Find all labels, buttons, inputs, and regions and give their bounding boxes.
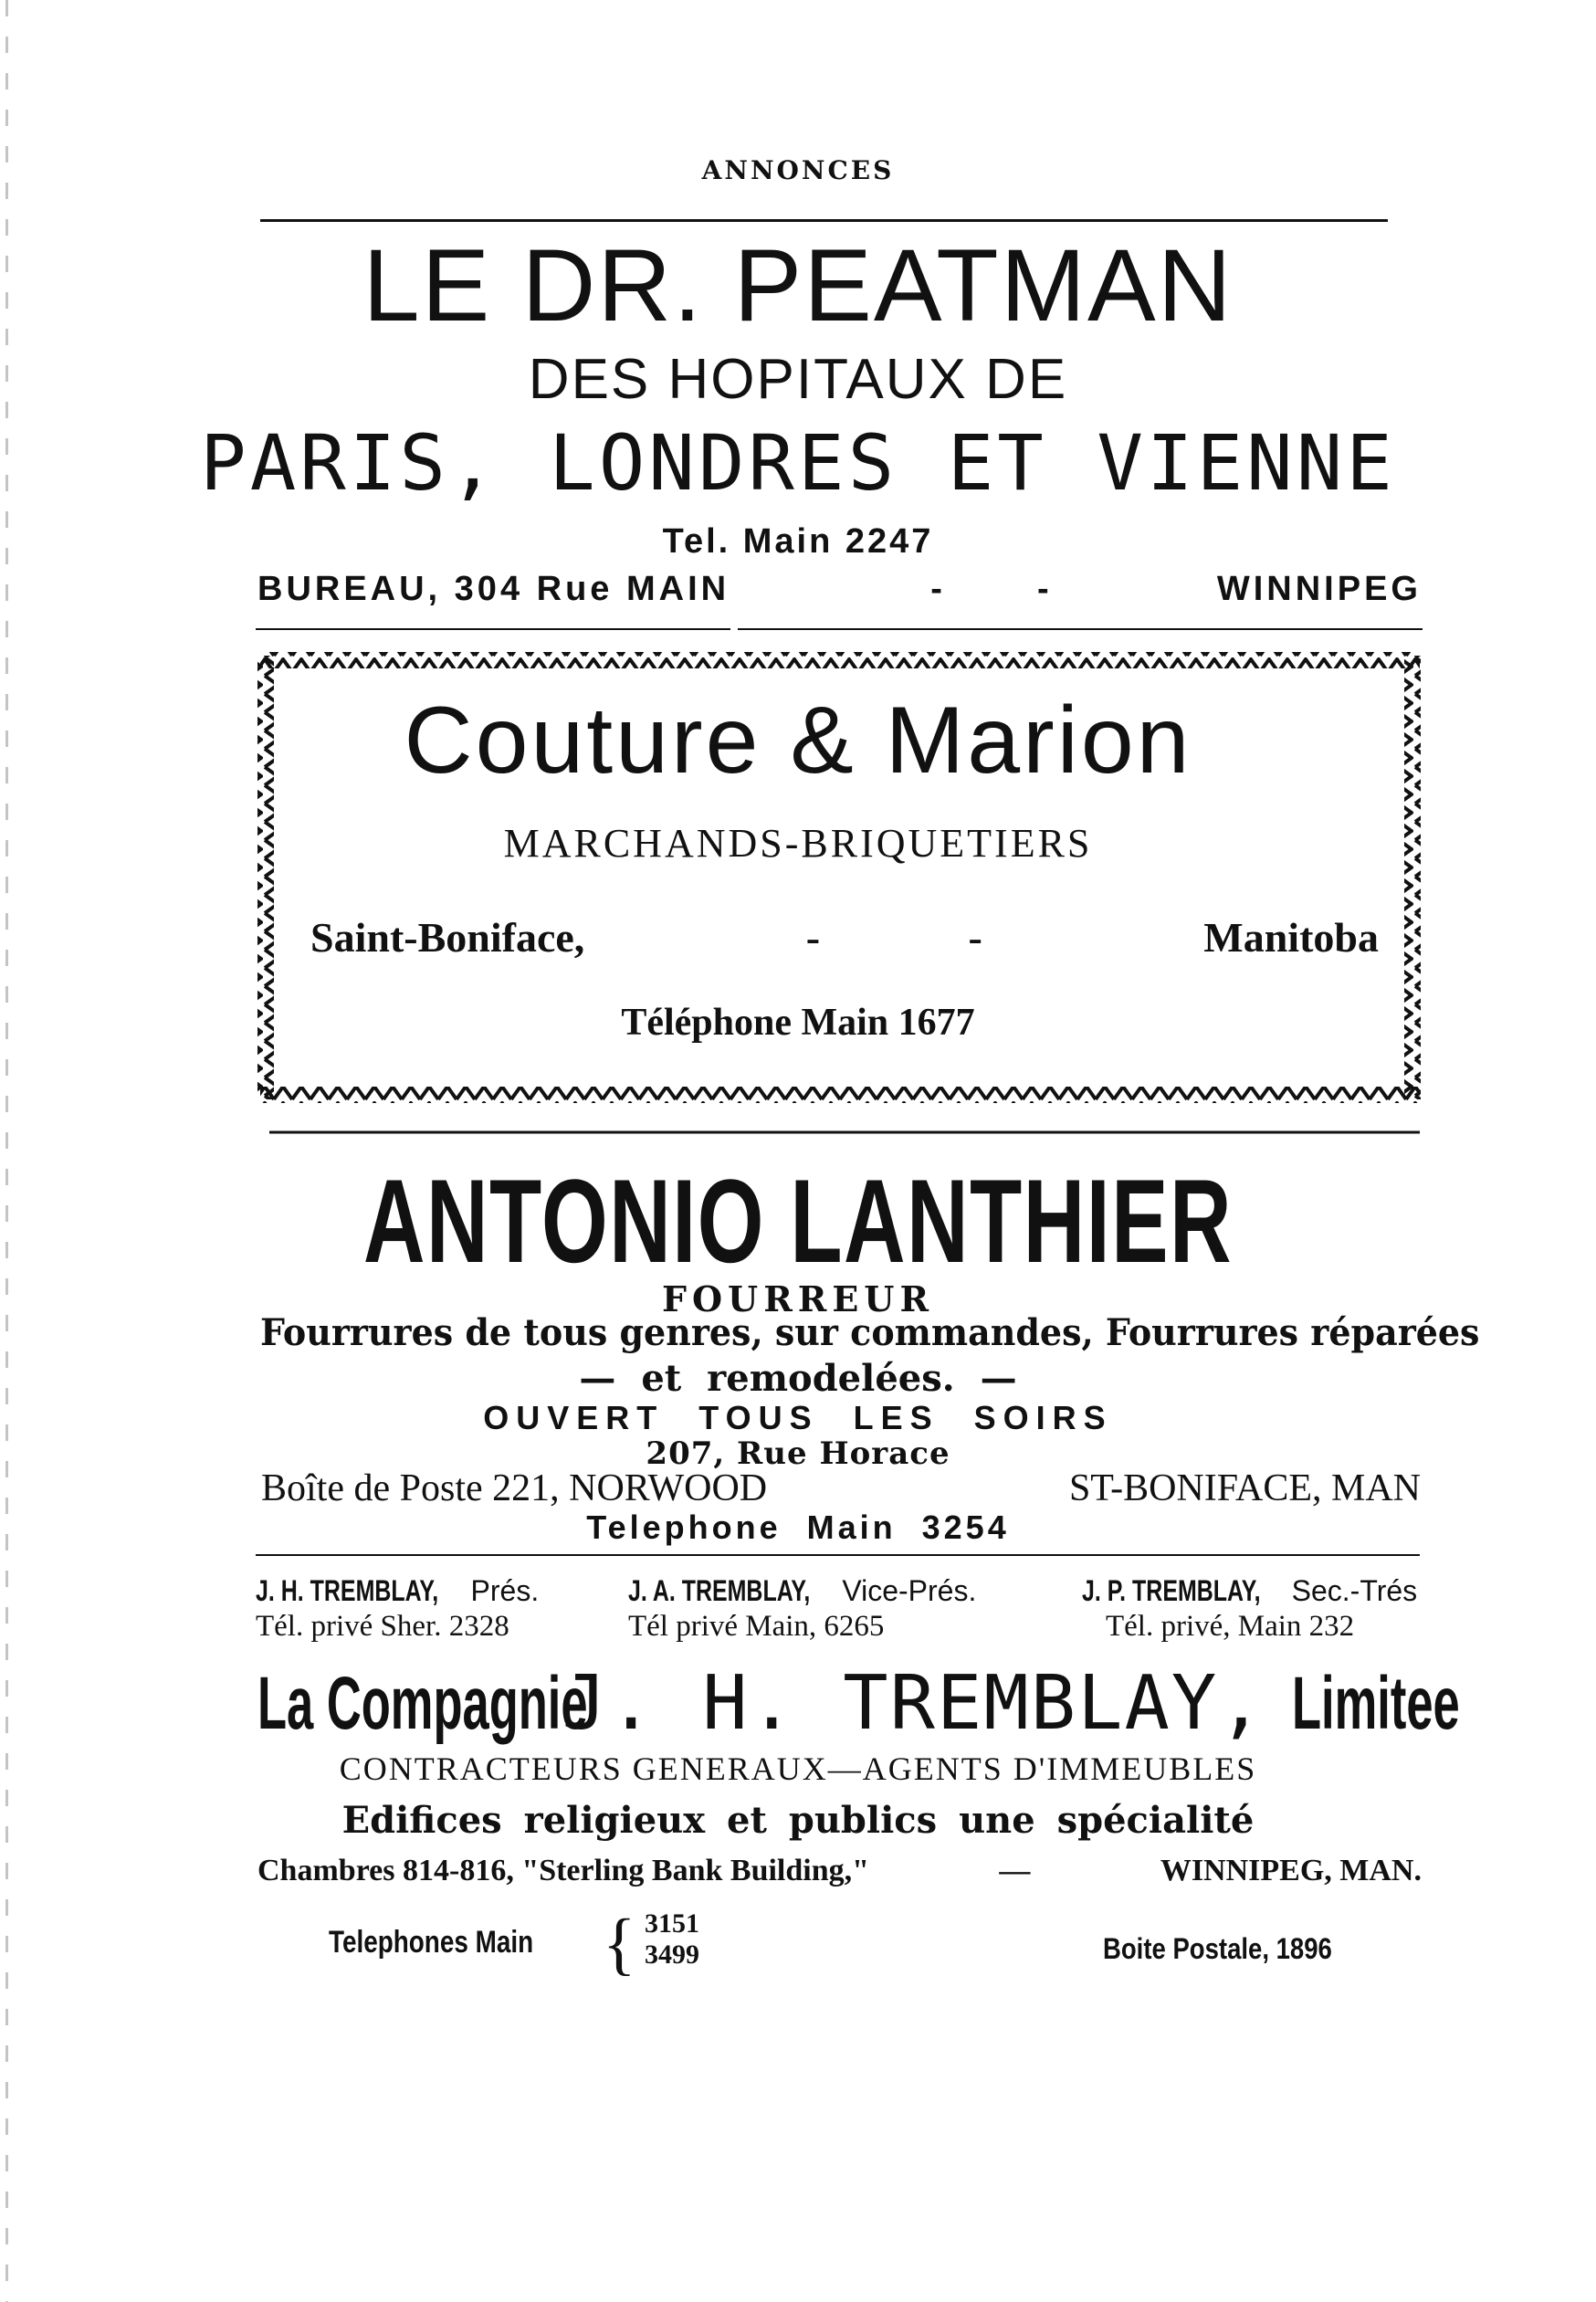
- page-header: ANNONCES: [701, 155, 895, 185]
- tremblay-officers: [256, 1574, 1433, 1647]
- peatman-dash-1: -: [930, 570, 946, 608]
- tremblay-postal: Boite Postale, 1896: [1103, 1932, 1332, 1965]
- tremblay-phones: [329, 1908, 749, 1981]
- lanthier-name: ANTONIO LANTHIER: [362, 1154, 1234, 1288]
- lanthier-trade: FOURREUR: [661, 1278, 935, 1319]
- couture-tel: Téléphone Main 1677: [621, 1002, 975, 1044]
- couture-province: Manitoba: [1203, 914, 1379, 961]
- tremblay-specialty: Edifices religieux et publics une spécialité: [341, 1799, 1255, 1842]
- peatman-name: LE DR. PEATMAN: [362, 228, 1234, 342]
- couture-trade: MARCHANDS-BRIQUETIERS: [503, 821, 1093, 866]
- page-edge-marks: [5, 0, 8, 2302]
- peatman-cities: PARIS, LONDRES ET VIENNE: [200, 418, 1396, 508]
- officer-2: [628, 1574, 1021, 1644]
- tremblay-company-b: J. H. TREMBLAY,: [562, 1660, 1265, 1747]
- officer-3-name: J. P. TREMBLAY,: [1082, 1574, 1261, 1607]
- tremblay-dash: —: [999, 1854, 1031, 1887]
- officer-1: [256, 1574, 639, 1644]
- officer-3: [1082, 1574, 1438, 1644]
- lanthier-address: 207, Rue Horace: [646, 1435, 950, 1472]
- peatman-city: WINNIPEG: [1216, 570, 1422, 608]
- peatman-tel: Tel. Main 2247: [662, 522, 934, 561]
- officer-2-name: J. A. TREMBLAY,: [628, 1574, 811, 1607]
- lanthier-open: OUVERT TOUS LES SOIRS: [483, 1399, 1113, 1436]
- peatman-bureau: BUREAU, 304 Rue MAIN: [257, 570, 730, 608]
- couture-place: Saint-Boniface,: [310, 914, 585, 961]
- lanthier-line-2: — et remodelées. —: [579, 1357, 1017, 1400]
- lanthier-box-row: [261, 1466, 1421, 1510]
- officer-3-title: Sec.-Trés: [1291, 1574, 1418, 1607]
- couture-dash-1: -: [805, 914, 821, 961]
- tremblay-company-c: Limitee: [1291, 1662, 1460, 1745]
- officer-1-title: Prés.: [470, 1574, 540, 1607]
- divider-top: [260, 219, 1388, 222]
- tremblay-chambers-row: [257, 1854, 1422, 1888]
- lanthier-tel: Telephone Main 3254: [586, 1508, 1010, 1546]
- phones-label: Telephones Main: [329, 1925, 534, 1960]
- tremblay-company: [257, 1660, 1460, 1747]
- couture-dash-2: -: [968, 914, 982, 961]
- lanthier-box: Boîte de Poste 221, NORWOOD: [261, 1467, 768, 1509]
- officer-1-tel: Tél. privé Sher. 2328: [256, 1610, 509, 1643]
- peatman-hospitals: DES HOPITAUX DE: [528, 348, 1068, 411]
- lanthier-city: ST-BONIFACE, MAN: [1068, 1467, 1421, 1509]
- officer-2-tel: Tél privé Main, 6265: [628, 1610, 885, 1643]
- phones-brace: {: [603, 1906, 636, 1982]
- tremblay-city: WINNIPEG, MAN.: [1160, 1854, 1422, 1887]
- officer-1-name: J. H. TREMBLAY,: [256, 1574, 439, 1607]
- divider-lanthier: [256, 1554, 1420, 1556]
- couture-name: Couture & Marion: [404, 688, 1192, 794]
- tremblay-trade: CONTRACTEURS GENERAUX—AGENTS D'IMMEUBLES: [339, 1750, 1257, 1787]
- phone-2: 3499: [645, 1939, 699, 1970]
- peatman-address-row: [257, 570, 1422, 609]
- tremblay-chambers: Chambres 814-816, "Sterling Bank Building,": [257, 1854, 870, 1887]
- peatman-dash-2: -: [1037, 570, 1053, 608]
- divider-peatman-right: [738, 628, 1423, 630]
- divider-peatman: [256, 628, 730, 630]
- officer-3-tel: Tél. privé, Main 232: [1106, 1610, 1355, 1643]
- phone-1: 3151: [645, 1908, 699, 1939]
- lanthier-line-1: Fourrures de tous genres, sur commandes, Fourrures réparées: [260, 1311, 1480, 1354]
- officer-2-title: Vice-Prés.: [842, 1574, 977, 1607]
- tremblay-company-a: La Compagnie: [257, 1662, 588, 1745]
- couture-location-row: [310, 913, 1379, 962]
